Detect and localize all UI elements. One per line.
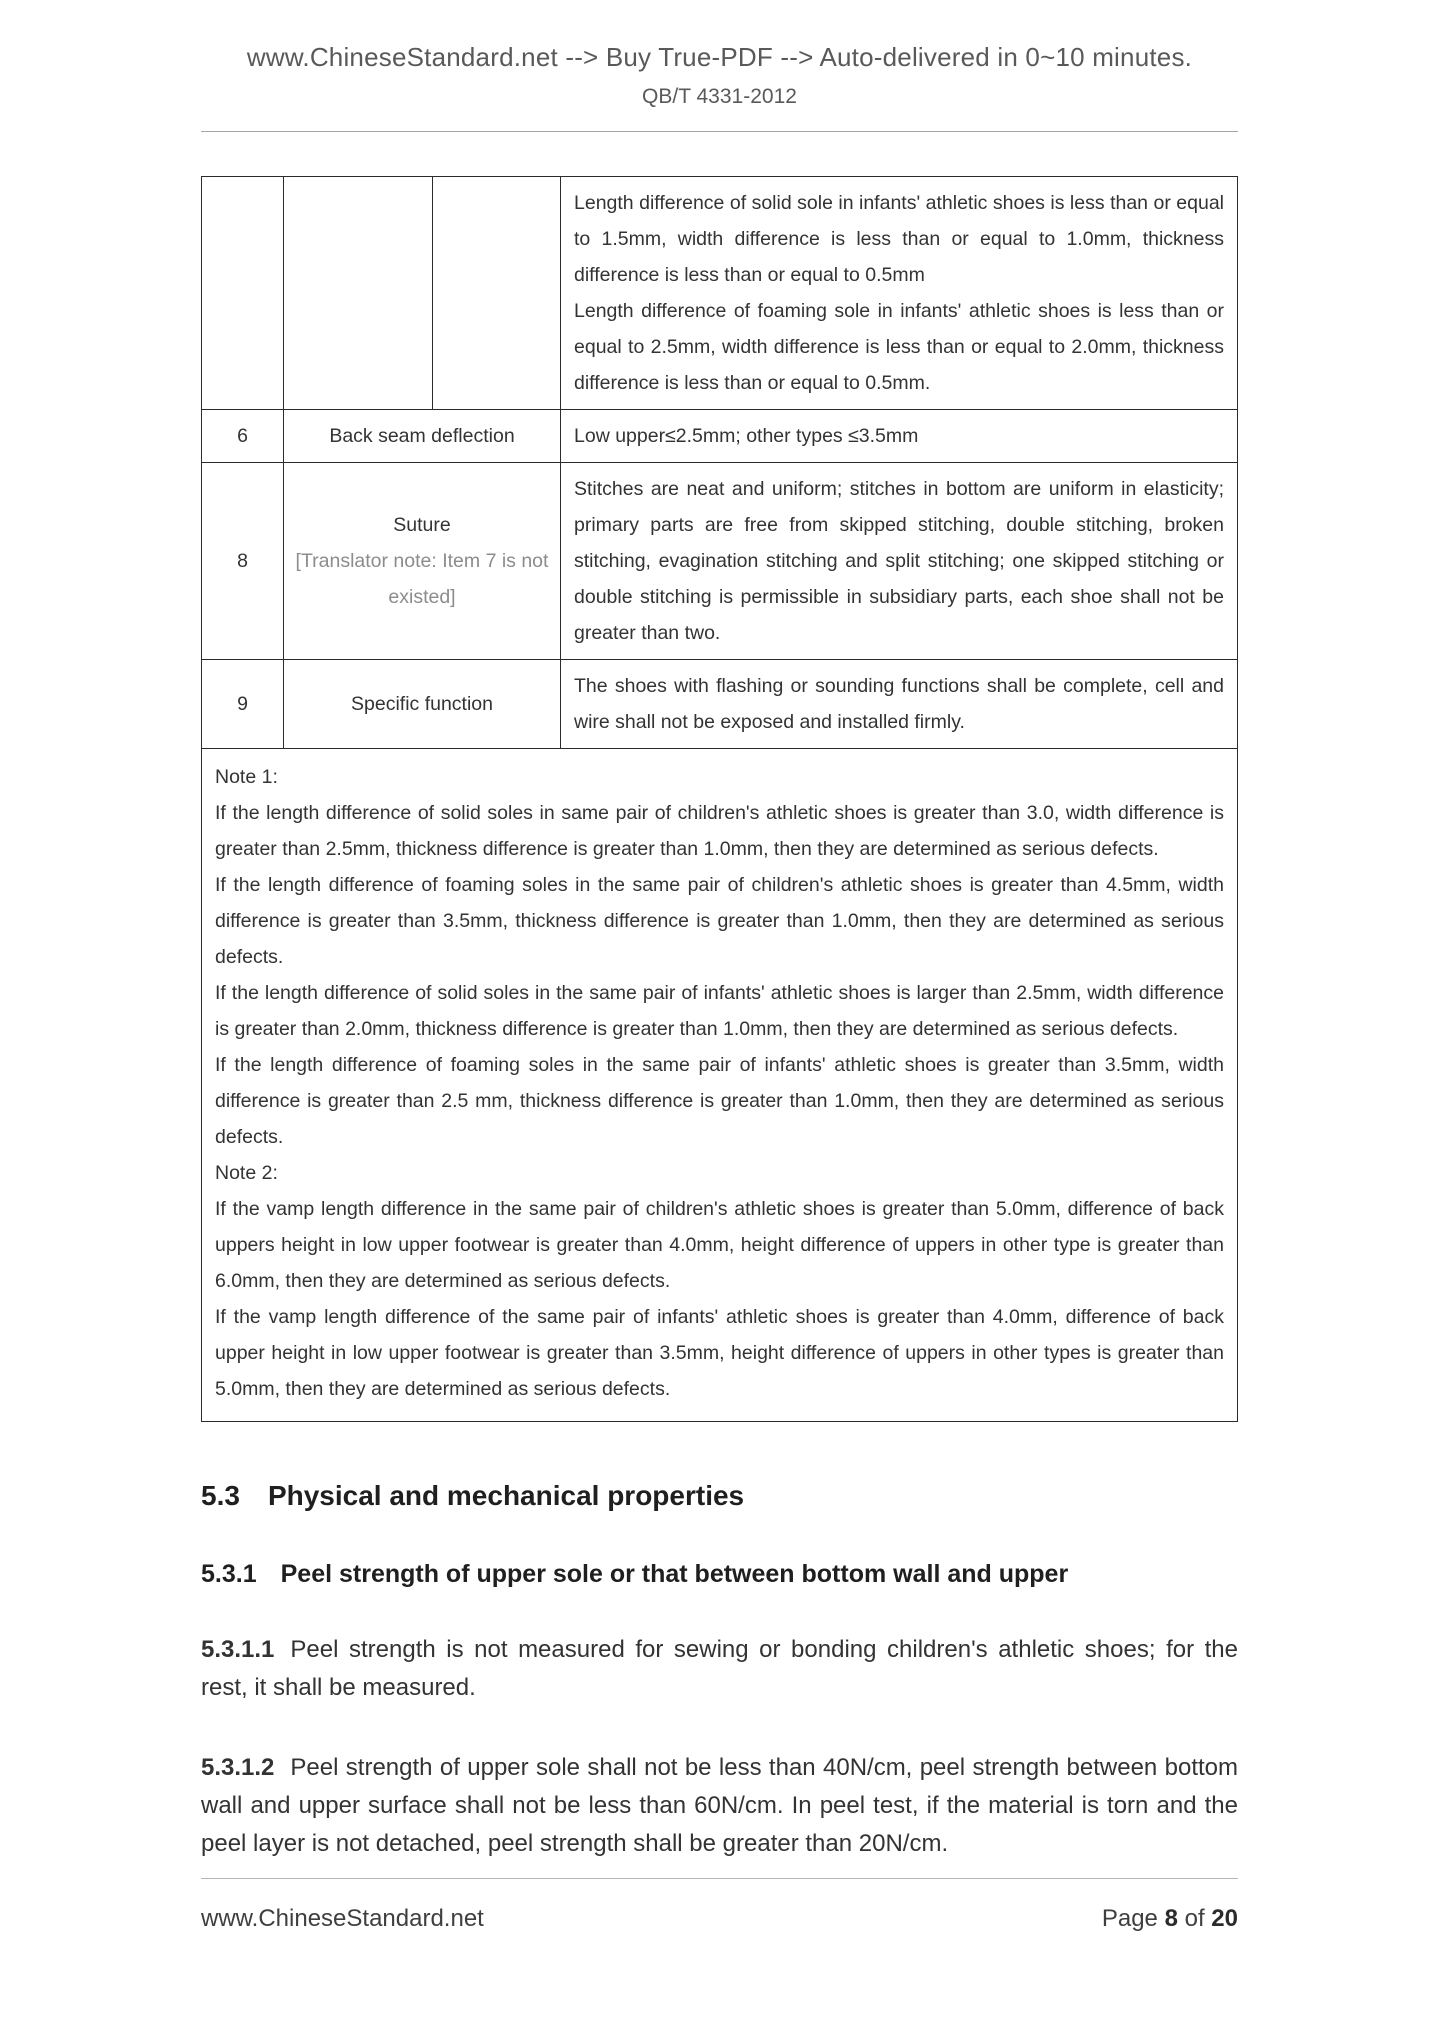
requirement-paragraph: Length difference of foaming sole in infants' athletic shoes is less than or equal to 2.5mm, width difference is less than or equal to 2.0mm, thickness difference is less than or equal to 0.5mm. — [574, 300, 1224, 394]
paragraph-5-3-1-1 — [201, 1631, 1238, 1707]
requirement-cell — [561, 177, 1238, 410]
footer-site-text: www.ChineseStandard.net — [201, 1905, 484, 1932]
table-row-continuation — [202, 177, 1238, 410]
item-name: Suture — [393, 514, 451, 536]
doc-number: QB/T 4331-2012 — [642, 85, 797, 108]
table-row-notes — [202, 749, 1238, 1422]
paragraph-number: 5.3.1.1 — [201, 1636, 275, 1663]
empty-item-cell — [284, 177, 433, 410]
table-row-6 — [202, 410, 1238, 463]
section-title: Physical and mechanical properties — [267, 1480, 745, 1511]
paragraph-5-3-1-2 — [201, 1749, 1238, 1863]
note-line: If the length difference of solid soles in same pair of children's athletic shoes is greater than 3.0, width difference is greater than 2.5mm, thickness difference is greater than 1.0mm, then they are determined as serious defects. — [215, 802, 1224, 860]
footer-row — [201, 1905, 1238, 1933]
notes-cell — [202, 749, 1238, 1422]
page-indicator — [1102, 1905, 1238, 1933]
paragraph-text: Peel strength of upper sole shall not be less than 40N/cm, peel strength between bottom wall and upper surface shall not be less than 60N/cm. In peel test, if the material is torn and the peel layer is not detached, peel strength shall be greater than 20N/cm. — [201, 1754, 1238, 1857]
page-current: 8 — [1164, 1905, 1178, 1932]
item-name-cell: Specific function — [284, 660, 561, 749]
translator-note: [Translator note: Item 7 is not existed] — [295, 550, 549, 608]
paragraph-number: 5.3.1.2 — [201, 1754, 275, 1781]
site-tagline: www.ChineseStandard.net --> Buy True-PDF --> Auto-delivered in 0~10 minutes. — [246, 42, 1193, 72]
section-number: 5.3.1 — [201, 1560, 257, 1588]
item-name-cell: Back seam deflection — [284, 410, 561, 463]
requirement-cell — [561, 410, 1238, 463]
item-name-cell — [284, 463, 561, 660]
requirement-paragraph: The shoes with flashing or sounding functions shall be complete, cell and wire shall not be exposed and installed firmly. — [574, 675, 1224, 733]
row-number-cell: 9 — [202, 660, 284, 749]
requirement-cell — [561, 463, 1238, 660]
requirement-paragraph: Stitches are neat and uniform; stitches in bottom are uniform in elasticity; primary parts are free from skipped stitching, double stitching, broken stitching, evagination stitching and split stitching; one skipped stitching or double stitching is permissible in subsidiary parts, each shoe shall not be greater than two. — [574, 478, 1224, 644]
page-total: 20 — [1211, 1905, 1238, 1932]
page-footer — [201, 1878, 1238, 1933]
section-heading-5-3-1 — [201, 1560, 1238, 1589]
row-number-cell: 8 — [202, 463, 284, 660]
requirement-paragraph: Length difference of solid sole in infants' athletic shoes is less than or equal to 1.5mm, width difference is less than or equal to 1.0mm, thickness difference is less than or equal to 0.5mm — [574, 192, 1224, 286]
requirement-paragraph: Low upper≤2.5mm; other types ≤3.5mm — [574, 425, 919, 447]
page-word: Page — [1101, 1905, 1158, 1932]
section-title: Peel strength of upper sole or that between bottom wall and upper — [280, 1560, 1069, 1588]
row-number-cell: 6 — [202, 410, 284, 463]
note-line: If the length difference of foaming soles in the same pair of infants' athletic shoes is greater than 3.5mm, width difference is greater than 2.5 mm, thickness difference is greater than 1.0mm, then they are determined as serious defects. — [215, 1054, 1224, 1148]
note-line: If the length difference of solid soles in the same pair of infants' athletic shoes is larger than 2.5mm, width difference is greater than 2.0mm, thickness difference is greater than 1.0mm, then they are determined as serious defects. — [215, 982, 1224, 1040]
note-label: Note 2: — [215, 1162, 278, 1184]
paragraph-text: Peel strength is not measured for sewing or bonding children's athletic shoes; for the rest, it shall be measured. — [201, 1636, 1238, 1701]
section-heading-5-3 — [201, 1480, 1238, 1512]
header-divider — [201, 131, 1238, 132]
defects-spec-table — [201, 176, 1238, 1422]
table-row-8 — [202, 463, 1238, 660]
note-line: If the vamp length difference of the same pair of infants' athletic shoes is greater than 4.0mm, difference of back upper height in low upper footwear is greater than 3.5mm, height difference of uppers in other types is greater than 5.0mm, then they are determined as serious defects. — [215, 1306, 1224, 1400]
note-line: If the vamp length difference in the same pair of children's athletic shoes is greater than 5.0mm, difference of back uppers height in low upper footwear is greater than 4.0mm, height difference of uppers in other type is greater than 6.0mm, then they are determined as serious defects. — [215, 1198, 1224, 1292]
of-word: of — [1184, 1905, 1205, 1932]
note-line: If the length difference of foaming soles in the same pair of children's athletic shoes is greater than 4.5mm, width difference is greater than 3.5mm, thickness difference is greater than 1.0mm, then they are determined as serious defects. — [215, 874, 1224, 968]
empty-sub-cell — [433, 177, 561, 410]
table-row-9 — [202, 660, 1238, 749]
empty-number-cell — [202, 177, 284, 410]
footer-divider — [201, 1878, 1238, 1879]
section-number: 5.3 — [201, 1480, 240, 1511]
requirement-cell — [561, 660, 1238, 749]
note-label: Note 1: — [215, 766, 278, 788]
